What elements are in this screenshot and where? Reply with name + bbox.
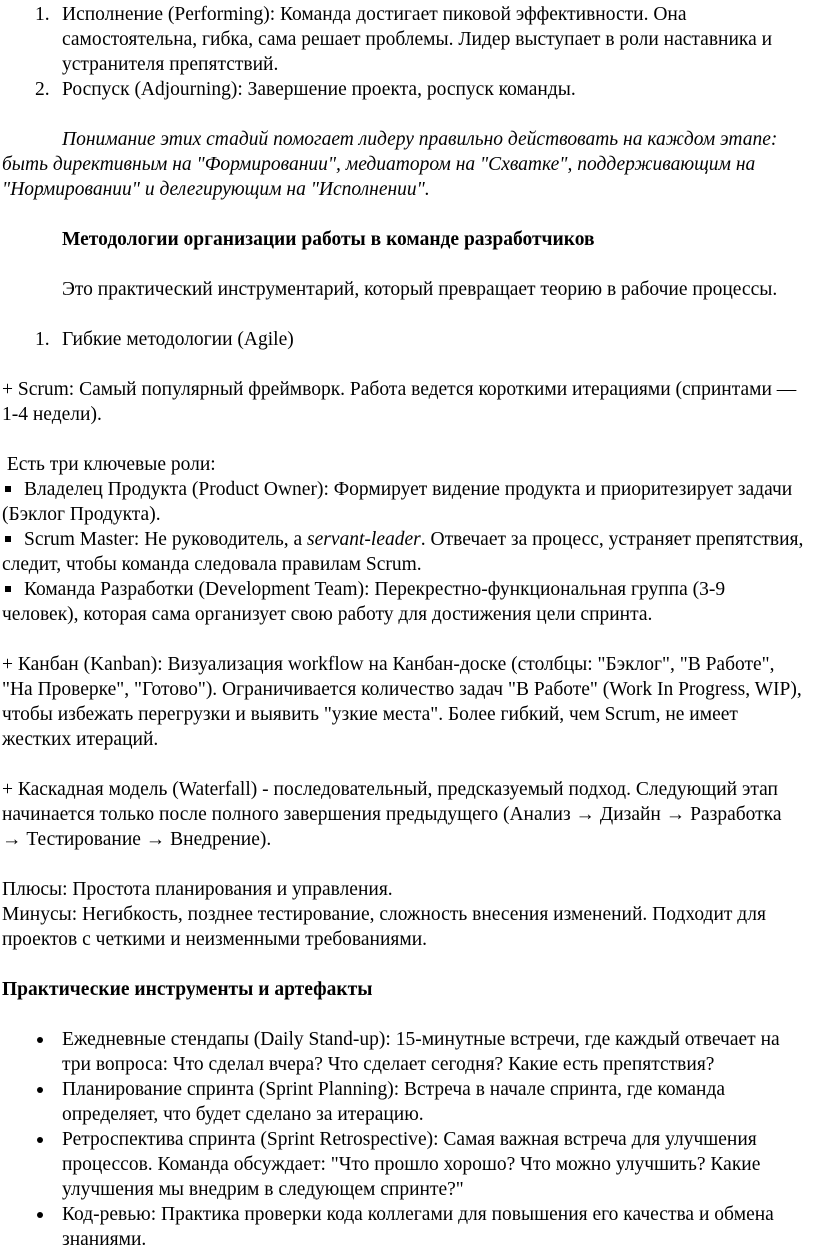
cons-paragraph: Минусы: Негибкость, позднее тестирование, сложность внесения изменений. Подходит для проектов с четкими и неизменными требованиями. (2, 904, 766, 950)
round-bullet-icon (37, 1087, 43, 1093)
square-bullet-icon (5, 486, 11, 492)
agile-list-item (2, 327, 804, 352)
round-bullet-icon (37, 1037, 43, 1043)
list-text: Исполнение (Performing): Команда достигает пиковой эффективности. Она самостоятельна, гибка, сама решает проблемы. Лидер выступает в роли наставника и устранителя препятствий. (62, 4, 773, 75)
tool-text: Код-ревью: Практика проверки кода коллегами для повышения его качества и обмена знаниями. (62, 1204, 774, 1250)
square-bullet-icon (5, 586, 11, 592)
role-text: Владелец Продукта (Product Owner): Формирует видение продукта и приоритезирует задачи (Бэклог Продукта). (2, 479, 793, 525)
tool-item-daily-standup (2, 1027, 804, 1077)
waterfall-paragraph: + Каскадная модель (Waterfall) - последовательный, предсказуемый подход. Следующий этап начинается только после полного завершения предыдущего (Анализ → Дизайн → Разработка → Тестирование → Внедрение). (2, 779, 782, 850)
stage-item-adjourning (2, 77, 804, 102)
list-number: 1. (35, 329, 50, 350)
role-text-italic: servant-leader (307, 529, 421, 550)
tool-text: Планирование спринта (Sprint Planning): Встреча в начале спринта, где команда определяет, что будет сделано за итерацию. (62, 1079, 726, 1125)
list-text: Гибкие методологии (Agile) (62, 329, 294, 350)
pros-paragraph: Плюсы: Простота планирования и управления. (2, 879, 393, 900)
tool-item-retrospective (2, 1127, 804, 1202)
tool-text: Ежедневные стендапы (Daily Stand-up): 15-минутные встречи, где каждый отвечает на три вопроса: Что сделал вчера? Что сделает сегодня? Какие есть препятствия? (62, 1029, 780, 1075)
scrum-paragraph: + Scrum: Самый популярный фреймворк. Работа ведется короткими итерациями (спринтами — 1-4 недели). (2, 379, 797, 425)
summary-paragraph: Понимание этих стадий помогает лидеру правильно действовать на каждом этапе: быть директивным на "Формировании", медиатором на "Схватке", поддерживающим на "Нормировании" и делегирующим на "Исполнении". (2, 129, 778, 200)
intro-paragraph: Это практический инструментарий, который превращает теорию в рабочие процессы. (62, 279, 778, 300)
tool-item-sprint-planning (2, 1077, 804, 1127)
square-bullet-icon (5, 536, 11, 542)
list-text: Роспуск (Adjourning): Завершение проекта, роспуск команды. (62, 79, 576, 100)
role-product-owner (2, 477, 804, 527)
round-bullet-icon (37, 1212, 43, 1218)
section-heading-tools: Практические инструменты и артефакты (2, 979, 373, 1000)
kanban-paragraph: + Канбан (Kanban): Визуализация workflow на Канбан-доске (столбцы: "Бэклог", "В Работе", "На Проверке", "Готово"). Ограничивается количество задач "В Работе" (Work In Progress, WIP), чтобы избежать перегрузки и выявить "узкие места". Более гибкий, чем Scrum, не имеет жестких итераций. (2, 654, 802, 750)
role-text-part: . Отвечает за процесс, устраняет препятствия, следит, чтобы команда следовала правилам Scrum. (2, 529, 804, 575)
section-heading-methodologies: Методологии организации работы в команде разработчиков (62, 229, 595, 250)
stage-item-performing (2, 2, 804, 77)
round-bullet-icon (37, 1137, 43, 1143)
tool-item-code-review (2, 1202, 804, 1252)
role-scrum-master (2, 527, 804, 577)
list-number: 1. (35, 4, 50, 25)
tool-text: Ретроспектива спринта (Sprint Retrospective): Самая важная встреча для улучшения процессов. Команда обсуждает: "Что прошло хорошо? Что можно улучшить? Какие улучшения мы внедрим в следующем спринте?" (62, 1129, 761, 1200)
roles-heading: Есть три ключевые роли: (2, 454, 216, 475)
role-text-part: Scrum Master: Не руководитель, а (24, 529, 308, 550)
role-text (2, 527, 804, 577)
role-dev-team (2, 577, 804, 627)
list-number: 2. (35, 79, 50, 100)
role-text: Команда Разработки (Development Team): Перекрестно-функциональная группа (3-9 человек), которая сама организует свою работу для достижения цели спринта. (2, 579, 726, 625)
